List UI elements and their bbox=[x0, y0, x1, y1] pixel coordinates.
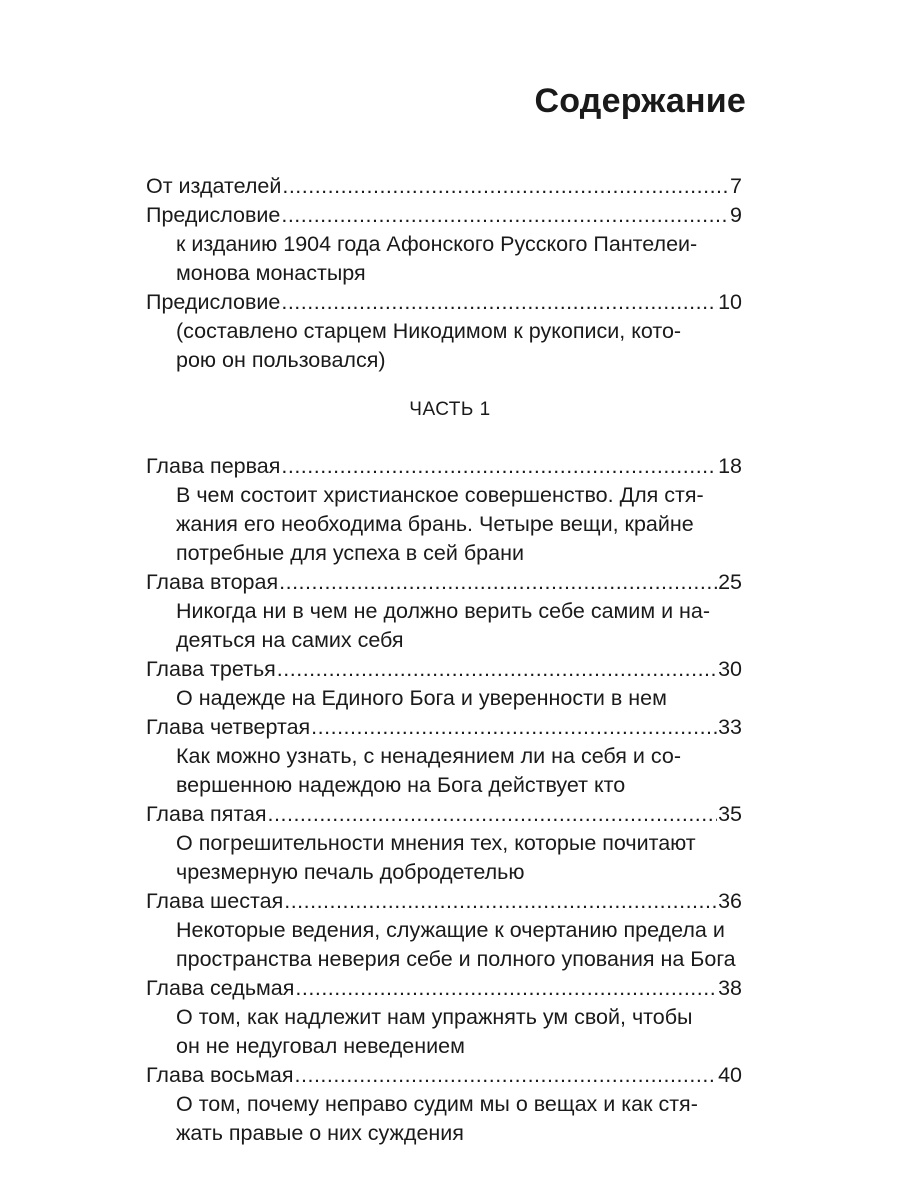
toc-entry[interactable] bbox=[146, 452, 742, 481]
toc-entry-label: Глава шестая bbox=[146, 889, 284, 913]
toc-entry[interactable] bbox=[146, 568, 742, 597]
toc-entry-label: Глава пятая bbox=[146, 802, 267, 826]
dot-leader bbox=[281, 288, 717, 317]
description-line: Как можно узнать, с ненадеянием ли на себя и со- bbox=[176, 744, 681, 768]
dot-leader bbox=[295, 974, 717, 1003]
toc-entry[interactable] bbox=[146, 172, 742, 201]
toc-entry-page: 18 bbox=[718, 454, 742, 478]
description-line: потребные для успеха в сей брани bbox=[176, 541, 524, 565]
description-line: жания его необходима брань. Четыре вещи, крайне bbox=[176, 512, 694, 536]
dot-leader bbox=[284, 887, 717, 916]
dot-leader bbox=[282, 172, 729, 201]
toc-entry[interactable] bbox=[146, 800, 742, 829]
toc-entry-label: От издателей bbox=[146, 174, 282, 198]
dot-leader bbox=[295, 1061, 718, 1090]
description-line: О погрешительности мнения тех, которые почитают bbox=[176, 831, 696, 855]
description-line: Никогда ни в чем не должно верить себе самим и на- bbox=[176, 599, 711, 623]
dot-leader bbox=[277, 655, 717, 684]
description-line: к изданию 1904 года Афонского Русского Пантелеи- bbox=[176, 232, 698, 256]
toc-entry-page: 30 bbox=[718, 657, 742, 681]
toc-entry-page: 25 bbox=[718, 570, 742, 594]
description-line: В чем состоит христианское совершенство. Для стя- bbox=[176, 483, 704, 507]
toc-entry-label: Глава первая bbox=[146, 454, 281, 478]
dot-leader bbox=[281, 201, 729, 230]
front-matter-list bbox=[146, 172, 742, 375]
toc-entry[interactable] bbox=[146, 1061, 742, 1090]
toc-entry-description bbox=[146, 742, 742, 800]
toc-entry-description bbox=[146, 829, 742, 887]
toc-entry-label: Глава восьмая bbox=[146, 1063, 294, 1087]
description-line: чрезмерную печаль добродетелью bbox=[176, 860, 525, 884]
toc-entry-label: Предисловие bbox=[146, 203, 281, 227]
description-line: О надежде на Единого Бога и уверенности в нем bbox=[176, 686, 667, 710]
description-line: О том, как надлежит нам упражнять ум свой, чтобы bbox=[176, 1005, 693, 1029]
toc-entry-page: 40 bbox=[718, 1063, 742, 1087]
page-title: Содержание bbox=[534, 82, 746, 120]
toc-entry[interactable] bbox=[146, 288, 742, 317]
toc-entry-description bbox=[146, 317, 742, 375]
dot-leader bbox=[311, 713, 717, 742]
toc-entry-label: Глава вторая bbox=[146, 570, 279, 594]
description-line: он не недуговал неведением bbox=[176, 1034, 465, 1058]
toc-entry-page: 10 bbox=[718, 290, 742, 314]
part-heading: ЧАСТЬ 1 bbox=[409, 399, 491, 420]
chapter-list bbox=[146, 452, 742, 1148]
toc-entry[interactable] bbox=[146, 713, 742, 742]
toc-entry-label: Глава третья bbox=[146, 657, 276, 681]
description-line: деяться на самих себя bbox=[176, 628, 404, 652]
description-line: (составлено старцем Никодимом к рукописи, кото- bbox=[176, 319, 682, 343]
toc-entry-page: 9 bbox=[730, 203, 742, 227]
dot-leader bbox=[268, 800, 718, 829]
toc-entry-description bbox=[146, 1003, 742, 1061]
description-line: вершенною надеждою на Бога действует кто bbox=[176, 773, 626, 797]
dot-leader bbox=[279, 568, 717, 597]
dot-leader bbox=[281, 452, 717, 481]
description-line: Некоторые ведения, служащие к очертанию предела и bbox=[176, 918, 725, 942]
toc-entry-page: 35 bbox=[718, 802, 742, 826]
toc-entry-description bbox=[146, 597, 742, 655]
toc-entry-label: Предисловие bbox=[146, 290, 281, 314]
description-line: жать правые о них суждения bbox=[176, 1121, 464, 1145]
toc-entry[interactable] bbox=[146, 974, 742, 1003]
description-line: рою он пользовался) bbox=[176, 348, 386, 372]
description-line: монова монастыря bbox=[176, 261, 366, 285]
toc-entry[interactable] bbox=[146, 201, 742, 230]
toc-entry-label: Глава седьмая bbox=[146, 976, 295, 1000]
toc-entry-page: 33 bbox=[718, 715, 742, 739]
toc-entry-page: 7 bbox=[730, 174, 742, 198]
toc-entry-label: Глава четвертая bbox=[146, 715, 311, 739]
toc-entry-page: 36 bbox=[718, 889, 742, 913]
toc-entry[interactable] bbox=[146, 887, 742, 916]
toc-entry-description bbox=[146, 481, 742, 568]
description-line: пространства неверия себе и полного упования на Бога bbox=[176, 947, 736, 971]
toc-entry-description bbox=[146, 916, 742, 974]
toc-entry-description bbox=[146, 1090, 742, 1148]
toc-entry-description bbox=[146, 684, 742, 713]
toc-entry-page: 38 bbox=[718, 976, 742, 1000]
toc-entry[interactable] bbox=[146, 655, 742, 684]
toc-entry-description bbox=[146, 230, 742, 288]
description-line: О том, почему неправо судим мы о вещах и как стя- bbox=[176, 1092, 698, 1116]
